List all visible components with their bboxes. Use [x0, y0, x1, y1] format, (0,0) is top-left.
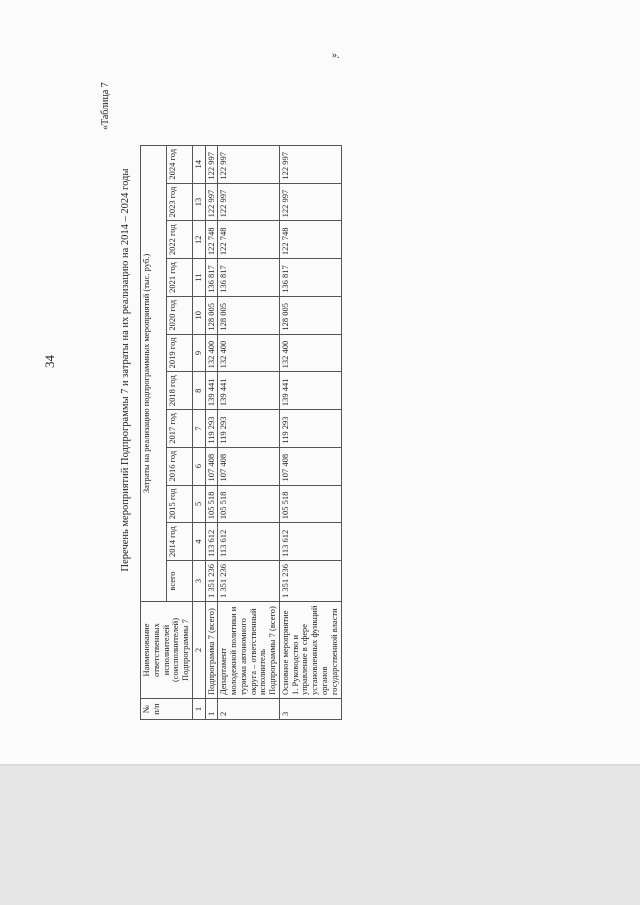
cell-value: 105 518 — [279, 485, 341, 523]
cell-value: 122 748 — [279, 221, 341, 259]
page-number: 34 — [42, 355, 57, 368]
cell-total: 1 351 236 — [279, 561, 341, 602]
col-number: 14 — [192, 145, 205, 183]
cell-value: 128 005 — [218, 296, 280, 334]
cell-value: 113 612 — [205, 523, 218, 561]
cell-value: 122 997 — [279, 145, 341, 183]
cell-value: 113 612 — [279, 523, 341, 561]
cell-value: 119 293 — [279, 410, 341, 448]
header-year: 2014 год — [166, 523, 192, 561]
table-row — [218, 145, 280, 719]
col-number: 10 — [192, 296, 205, 334]
cell-value: 105 518 — [205, 485, 218, 523]
cell-value: 132 400 — [218, 334, 280, 372]
cell-value: 128 005 — [279, 296, 341, 334]
header-num: № п/п — [141, 699, 193, 720]
header-year: 2023 год — [166, 183, 192, 221]
cell-total: 1 351 236 — [218, 561, 280, 602]
header-name: Наименование ответственных исполнителей (соисполнителей) Подпрограммы 7 — [141, 602, 193, 699]
cell-value: 128 005 — [205, 296, 218, 334]
col-number: 5 — [192, 485, 205, 523]
cell-value: 122 748 — [218, 221, 280, 259]
cell-value: 139 441 — [279, 372, 341, 410]
col-number: 4 — [192, 523, 205, 561]
cell-value: 122 997 — [218, 145, 280, 183]
col-number: 9 — [192, 334, 205, 372]
table-label: «Таблица 7 — [100, 82, 111, 130]
col-number: 1 — [192, 699, 205, 720]
col-number: 13 — [192, 183, 205, 221]
cell-value: 132 400 — [279, 334, 341, 372]
row-name: Департамент молодежной политики и туризма автономного округа – ответственный исполнитель Подпрограммы 7 (всего) — [218, 602, 280, 699]
cell-value: 113 612 — [218, 523, 280, 561]
header-costs-group: Затраты на реализацию подпрограммных мероприятий (тыс. руб.) — [141, 145, 167, 601]
cell-value: 136 817 — [279, 259, 341, 297]
column-number-row — [192, 145, 205, 719]
header-year: 2016 год — [166, 447, 192, 485]
cell-value: 122 997 — [205, 183, 218, 221]
header-year: 2021 год — [166, 259, 192, 297]
col-number: 8 — [192, 372, 205, 410]
cell-value: 132 400 — [205, 334, 218, 372]
cell-value: 139 441 — [205, 372, 218, 410]
cell-value: 122 997 — [205, 145, 218, 183]
cell-value: 122 997 — [279, 183, 341, 221]
cell-value: 107 408 — [205, 447, 218, 485]
header-year: 2020 год — [166, 296, 192, 334]
table-row — [205, 145, 218, 719]
cell-value: 122 997 — [218, 183, 280, 221]
header-total: всего — [166, 561, 192, 602]
cell-value: 122 748 — [205, 221, 218, 259]
header-year: 2024 год — [166, 145, 192, 183]
cell-value: 136 817 — [205, 259, 218, 297]
col-number: 2 — [192, 602, 205, 699]
costs-table — [140, 145, 342, 720]
scan-background — [0, 766, 640, 905]
table-caption: Перечень мероприятий Подпрограммы 7 и затраты на их реализацию на 2014 – 2024 годы — [120, 168, 131, 572]
cell-total: 1 351 236 — [205, 561, 218, 602]
header-year: 2022 год — [166, 221, 192, 259]
col-number: 7 — [192, 410, 205, 448]
col-number: 3 — [192, 561, 205, 602]
col-number: 11 — [192, 259, 205, 297]
row-num: 3 — [279, 699, 341, 720]
header-year: 2015 год — [166, 485, 192, 523]
header-year: 2018 год — [166, 372, 192, 410]
col-number: 12 — [192, 221, 205, 259]
cell-value: 139 441 — [218, 372, 280, 410]
header-year: 2017 год — [166, 410, 192, 448]
cell-value: 107 408 — [279, 447, 341, 485]
row-num: 2 — [218, 699, 280, 720]
table-row — [279, 145, 341, 719]
cell-value: 119 293 — [205, 410, 218, 448]
col-number: 6 — [192, 447, 205, 485]
cell-value: 119 293 — [218, 410, 280, 448]
cell-value: 105 518 — [218, 485, 280, 523]
row-name: Основное мероприятие 1. Руководство и управление в сфере установленных функций органов государственной власти — [279, 602, 341, 699]
row-num: 1 — [205, 699, 218, 720]
closing-quote-mark: ». — [332, 50, 340, 61]
cell-value: 136 817 — [218, 259, 280, 297]
header-year: 2019 год — [166, 334, 192, 372]
cell-value: 107 408 — [218, 447, 280, 485]
row-name: Подпрограмма 7 (всего) — [205, 602, 218, 699]
